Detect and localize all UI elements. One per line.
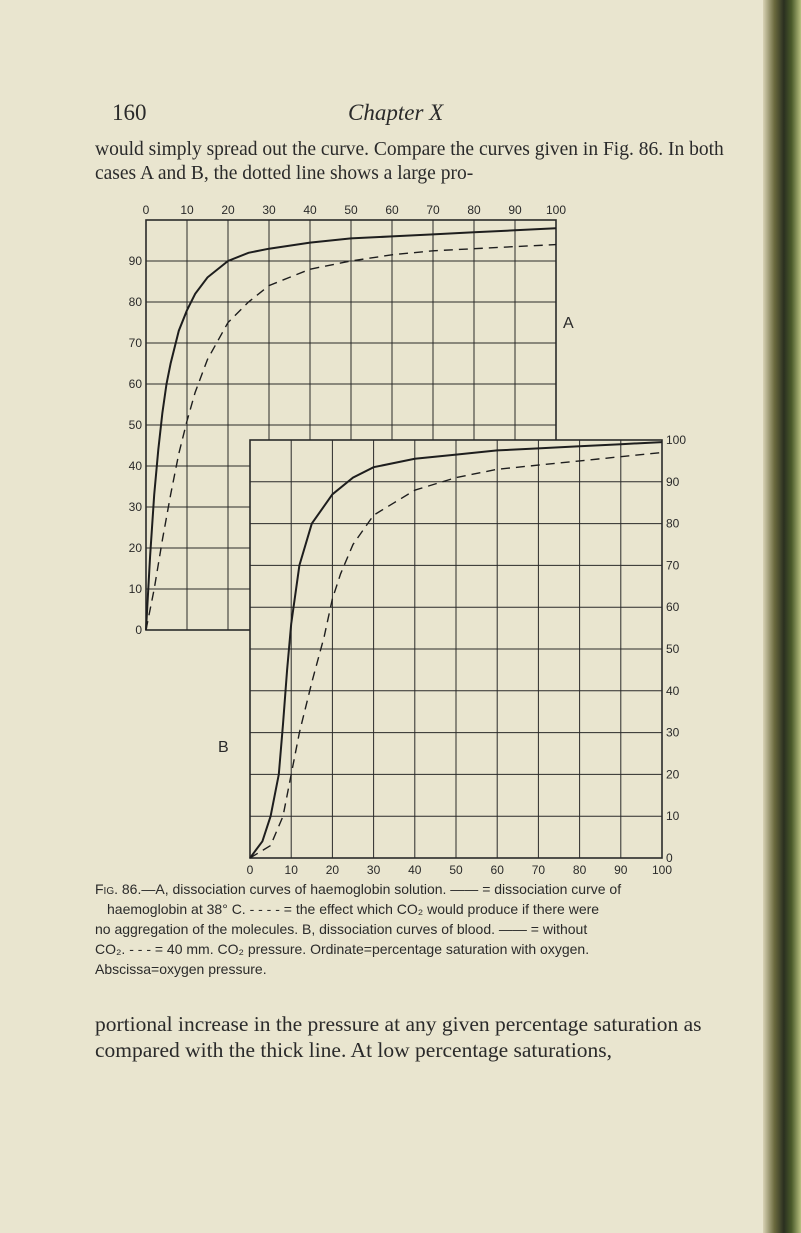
chart-b-x-ticks [247,863,673,877]
caption-line: no aggregation of the molecules. B, dissociation curves of blood. —— = without [95,921,588,937]
y-tick-label: 10 [666,809,680,824]
x-tick-label: 40 [303,203,317,217]
caption-line: —A, dissociation curves of haemoglobin solution. —— = dissociation curve of [141,881,622,897]
caption-fig-label: Fig. 86. [95,881,142,897]
caption-line: CO₂. - - - = 40 mm. CO₂ pressure. Ordinate=percentage saturation with oxygen. [95,941,590,957]
x-tick-label: 30 [366,863,381,877]
x-tick-label: 20 [325,863,340,877]
y-tick-label: 80 [666,516,680,531]
chart-b-y-ticks [666,433,686,865]
y-tick-label: 50 [128,418,142,432]
y-tick-label: 70 [128,336,142,350]
x-tick-label: 80 [572,863,587,877]
caption-line: haemoglobin at 38° C. - - - - = the effect which CO₂ would produce if there were [107,901,600,917]
chart-b-label: B [218,739,229,756]
x-tick-label: 60 [490,863,504,877]
x-tick-label: 70 [426,203,440,217]
chapter-title: Chapter X [348,100,444,125]
y-tick-label: 20 [666,767,680,782]
figure-caption [95,879,725,979]
x-tick-label: 0 [246,863,254,877]
x-tick-label: 90 [614,863,628,877]
x-tick-label: 90 [508,203,522,217]
chart-a-y-ticks [129,254,143,637]
paragraph-before-figure: would simply spread out the curve. Compare the curves given in Fig. 86. In both cases A and B, the dotted line shows a large pro- [95,139,724,184]
y-tick-label: 30 [128,500,142,514]
x-tick-label: 30 [262,203,276,217]
chart-b-grid [250,440,662,858]
y-tick-label: 90 [128,254,142,268]
x-tick-label: 50 [344,203,358,217]
y-tick-label: 60 [128,377,142,391]
chart-b [218,433,686,877]
chart-a-label: A [563,315,574,332]
y-tick-label: 40 [666,683,680,698]
y-tick-label: 60 [666,600,680,615]
y-tick-label: 0 [666,851,673,865]
y-tick-label: 80 [128,295,142,309]
caption-line: Abscissa=oxygen pressure. [95,961,267,977]
page-number: 160 [112,100,147,125]
x-tick-label: 100 [651,863,673,877]
y-tick-label: 10 [128,582,142,596]
y-tick-label: 70 [666,558,680,573]
x-tick-label: 40 [408,863,422,877]
paragraph-after-figure: portional increase in the pressure at any given percentage saturation as compared with the thick line. At low percentage saturations, [95,1012,702,1062]
x-tick-label: 60 [385,203,399,217]
y-tick-label: 90 [666,474,680,489]
x-tick-label: 50 [449,863,463,877]
x-tick-label: 10 [180,203,194,217]
x-tick-label: 70 [531,863,546,877]
y-tick-label: 20 [128,541,142,555]
y-tick-label: 40 [128,459,142,473]
x-tick-label: 20 [221,203,235,217]
y-tick-label: 0 [135,623,142,637]
y-tick-label: 50 [666,642,680,656]
x-tick-label: 10 [284,863,298,877]
x-tick-label: 80 [467,203,481,217]
y-tick-label: 100 [666,433,687,447]
x-tick-label: 100 [545,203,567,217]
x-tick-label: 0 [142,203,150,217]
chart-a-x-ticks [143,203,567,217]
y-tick-label: 30 [666,725,680,740]
